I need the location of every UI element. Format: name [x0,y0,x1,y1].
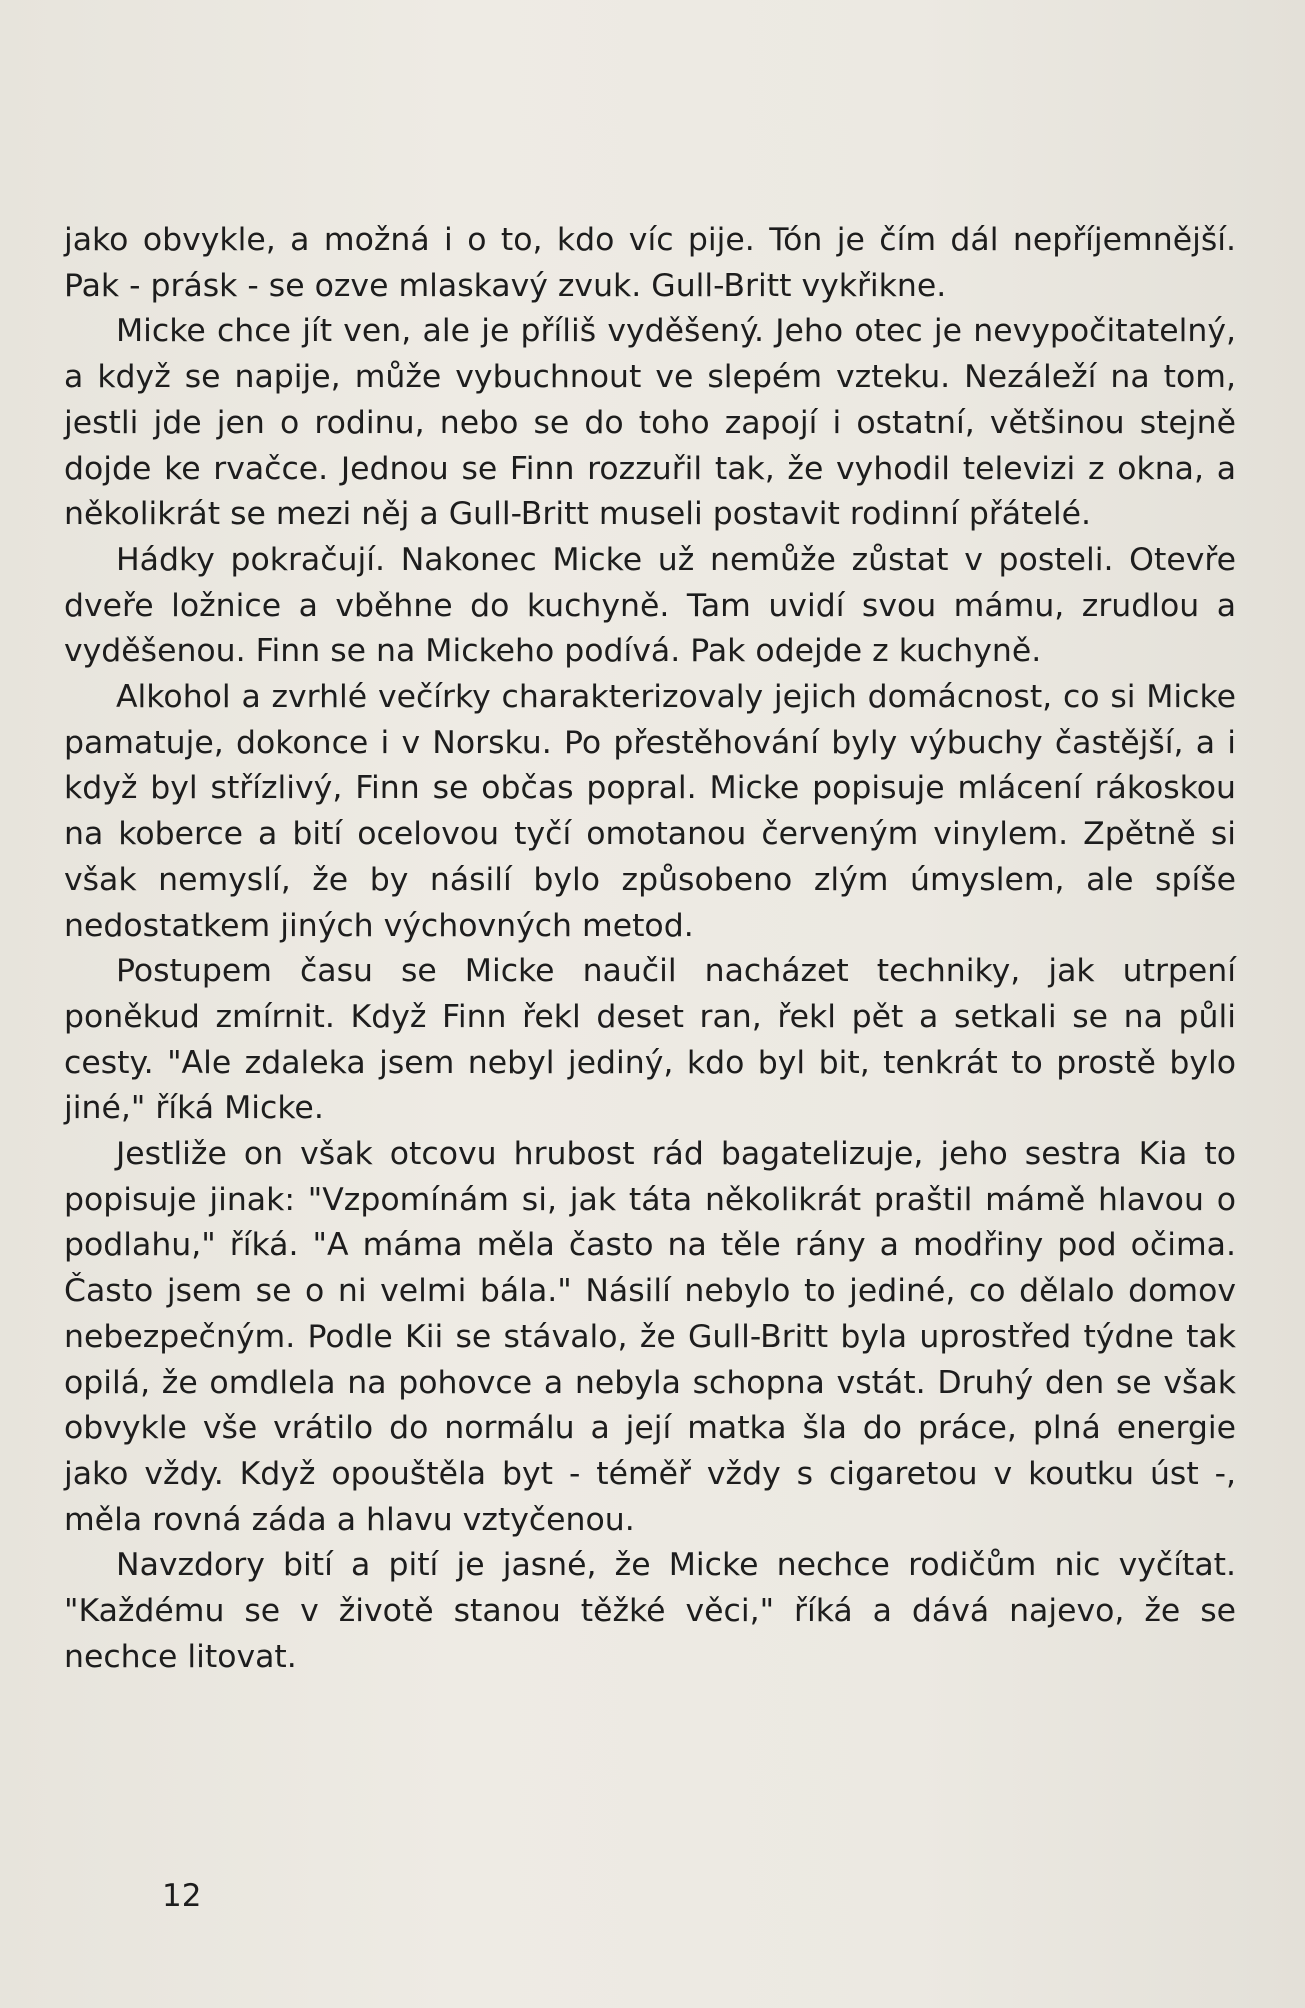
paragraph-1: jako obvykle, a možná i o to, kdo víc pije. Tón je čím dál nepříjemnější. Pak - prásk - se ozve mlaskavý zvuk. Gull-Britt vykřikne. [64,222,1236,304]
paragraph-2: Micke chce jít ven, ale je příliš vyděšený. Jeho otec je nevypočitatelný, a když se napije, může vybuchnout ve slepém vzteku. Nezáleží na tom, jestli jde jen o rodinu, nebo se do toho zapojí i ostatní, většinou stejně dojde ke rvačce. Jednou se Finn rozzuřil tak, že vyhodil televizi z okna, a několikrát se mezi něj a Gull-Britt museli postavit rodinní přátelé. [64,313,1236,533]
paragraph-7: Navzdory bití a pití je jasné, že Micke nechce rodičům nic vyčítat. "Každému se v životě stanou těžké věci," říká a dává najevo, že se nechce litovat. [64,1547,1236,1675]
paragraph-5: Postupem času se Micke naučil nacházet techniky, jak utrpení poněkud zmírnit. Když Finn řekl deset ran, řekl pět a setkali se na půli cesty. "Ale zdaleka jsem nebyl jediný, kdo byl bit, tenkrát to prostě bylo jiné," říká Micke. [64,953,1236,1127]
paragraph-3: Hádky pokračují. Nakonec Micke už nemůže zůstat v posteli. Otevře dveře ložnice a vběhne do kuchyně. Tam uvidí svou mámu, zrudlou a vyděšenou. Finn se na Mickeho podívá. Pak odejde z kuchyně. [64,541,1236,670]
paragraph-4: Alkohol a zvrhlé večírky charakterizovaly jejich domácnost, co si Micke pamatuje, dokonce i v Norsku. Po přestěhování byly výbuchy častější, a i když byl střízlivý, Finn se občas popral. Micke popisuje mlácení rákoskou na koberce a bití ocelovou tyčí omotanou červeným vinylem. Zpětně si však nemyslí, že by násilí bylo způsobeno zlým úmyslem, ale spíše nedostatkem jiných výchovných metod. [64,679,1236,944]
paragraph-6: Jestliže on však otcovu hrubost rád bagatelizuje, jeho sestra Kia to popisuje jinak: "Vzpomínám si, jak táta několikrát praštil mámě hlavou o podlahu," říká. "A máma měla často na těle rány a modřiny pod očima. Často jsem se o ni velmi bála." Násilí nebylo to jediné, co dělalo domov nebezpečným. Podle Kii se stávalo, že Gull-Britt byla uprostřed týdne tak opilá, že omdlela na pohovce a nebyla schopna vstát. Druhý den se však obvykle vše vrátilo do normálu a její matka šla do práce, plná energie jako vždy. Když opouštěla byt - téměř vždy s cigaretou v koutku úst -, měla rovná záda a hlavu vztyčenou. [64,1136,1236,1538]
page-number: 12 [162,1878,202,1914]
body-text [64,218,1236,1681]
